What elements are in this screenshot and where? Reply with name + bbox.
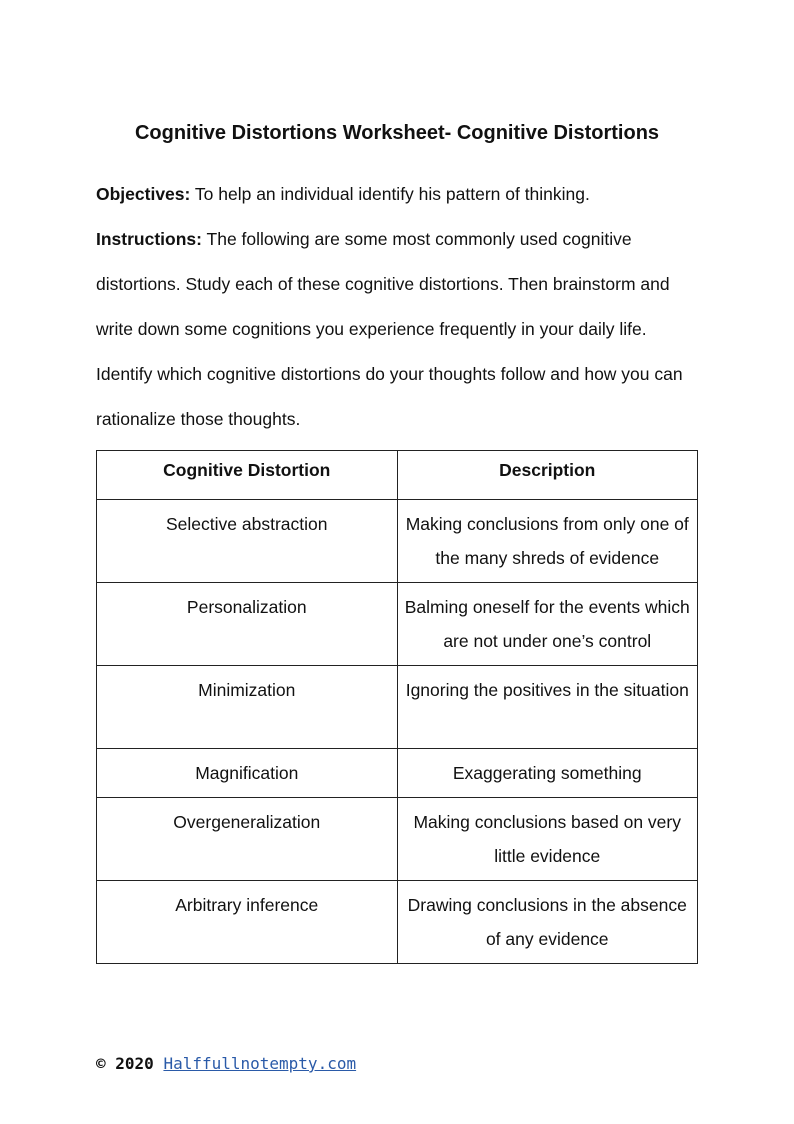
intro-section xyxy=(96,172,706,442)
distortions-table xyxy=(96,450,698,964)
description-cell: Making conclusions from only one of the many shreds of evidence xyxy=(397,500,698,583)
description-cell: Balming oneself for the events which are not under one’s control xyxy=(397,583,698,666)
description-cell: Ignoring the positives in the situation xyxy=(397,666,698,749)
objectives-paragraph xyxy=(96,172,706,217)
copyright-text: © 2020 xyxy=(96,1054,154,1073)
instructions-text: The following are some most commonly used cognitive distortions. Study each of these cognitive distortions. Then brainstorm and write down some cognitions you experience frequently in your daily life. Identify which cognitive distortions do your thoughts follow and how you can rationalize those thoughts. xyxy=(96,229,683,429)
footer xyxy=(96,1052,356,1076)
distortion-cell: Minimization xyxy=(97,666,398,749)
objectives-text: To help an individual identify his pattern of thinking. xyxy=(190,184,590,204)
table-row xyxy=(97,749,698,798)
distortion-cell: Overgeneralization xyxy=(97,798,398,881)
table-row xyxy=(97,583,698,666)
header-cognitive-distortion: Cognitive Distortion xyxy=(97,451,398,500)
description-cell: Exaggerating something xyxy=(397,749,698,798)
distortion-cell: Magnification xyxy=(97,749,398,798)
instructions-label: Instructions: xyxy=(96,229,202,249)
website-link[interactable]: Halffullnotempty.com xyxy=(163,1054,357,1073)
description-cell: Making conclusions based on very little evidence xyxy=(397,798,698,881)
table-row xyxy=(97,500,698,583)
page-title: Cognitive Distortions Worksheet- Cognitive Distortions xyxy=(134,122,660,144)
objectives-label: Objectives: xyxy=(96,184,191,204)
distortion-cell: Selective abstraction xyxy=(97,500,398,583)
header-description: Description xyxy=(397,451,698,500)
table-row xyxy=(97,666,698,749)
description-cell: Drawing conclusions in the absence of any evidence xyxy=(397,881,698,964)
distortion-cell: Personalization xyxy=(97,583,398,666)
table-header-row xyxy=(97,451,698,500)
distortion-cell: Arbitrary inference xyxy=(97,881,398,964)
table-row xyxy=(97,881,698,964)
instructions-paragraph xyxy=(96,217,706,442)
table-row xyxy=(97,798,698,881)
